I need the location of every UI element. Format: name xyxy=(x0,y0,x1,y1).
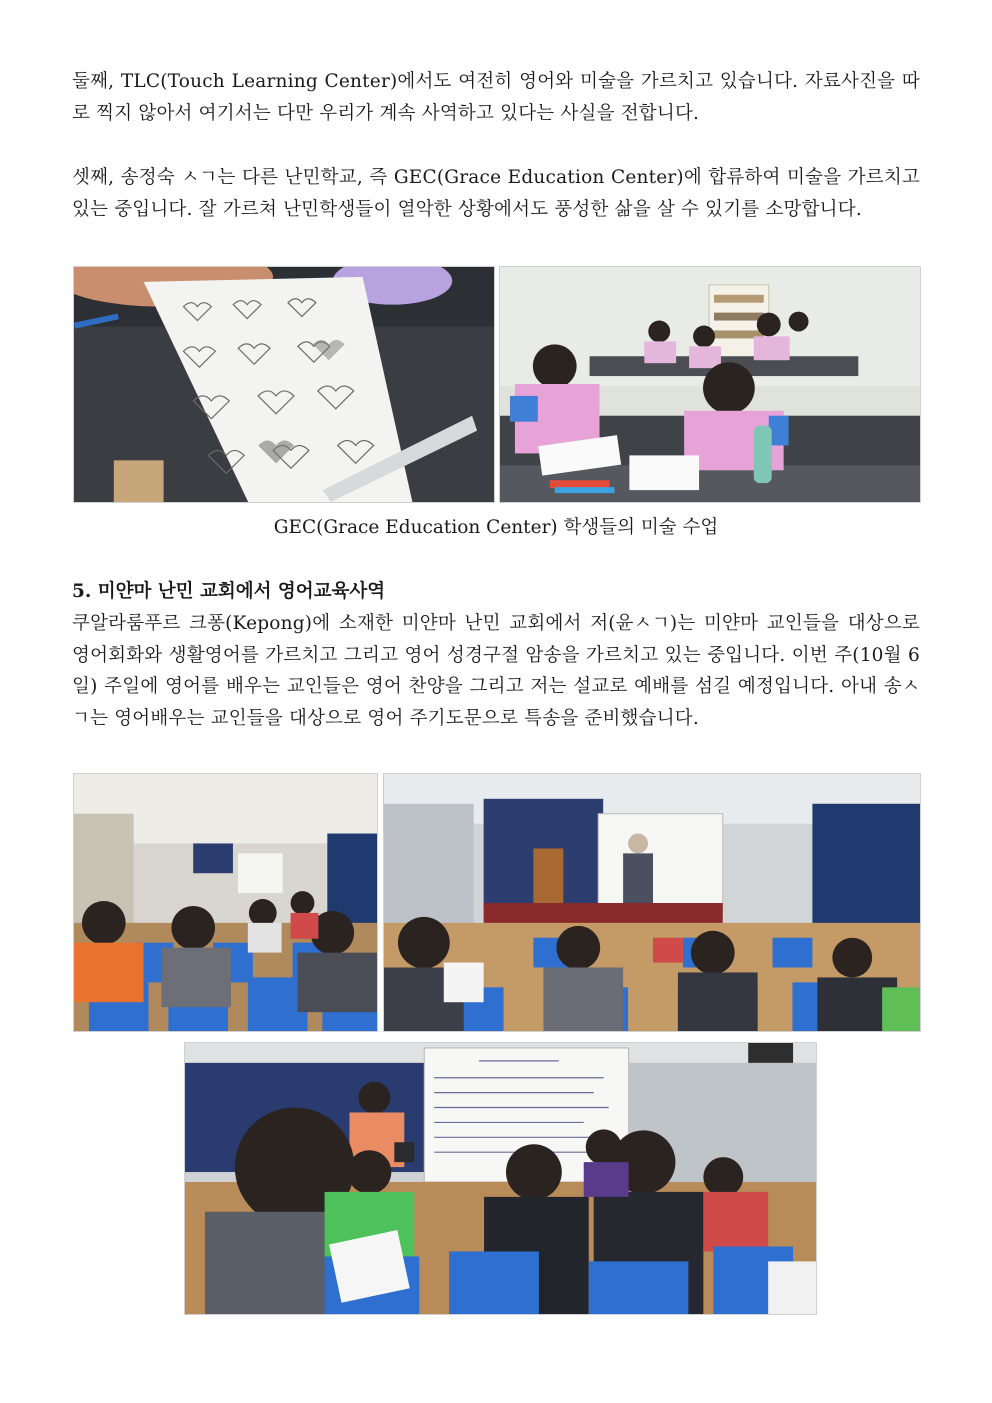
photo-church-class-right xyxy=(383,773,921,1032)
photo-caption: GEC(Grace Education Center) 학생들의 미술 수업 xyxy=(273,517,719,538)
photo-gec-classroom xyxy=(499,266,921,503)
photo-heart-worksheet xyxy=(73,266,495,503)
photo-lords-prayer-class xyxy=(184,1042,817,1315)
section-heading: 5. 미얀마 난민 교회에서 영어교육사역 xyxy=(72,581,386,602)
paragraph-tlc: 둘째, TLC(Touch Learning Center)에서도 여전히 영어와 미술을 가르치고 있습니다. 자료사진을 따로 찍지 않아서 여기서는 다만 우리가 계속 사역하고 있다는 사실을 전합니다. xyxy=(72,71,920,124)
paragraph-church-english: 쿠알라룸푸르 크퐁(Kepong)에 소재한 미얀마 난민 교회에서 저(윤ㅅㄱ)는 미얀마 교인들을 대상으로 영어회화와 생활영어를 가르치고 그리고 영어 성경구절 암송을 가르치고 있는 중입니다. 이번 주(10월 6일) 주일에 영어를 배우는 교인들은 영어 찬양을 그리고 저는 설교로 예배를 섬길 예정입니다. 아내 송ㅅㄱ는 영어배우는 교인들을 대상으로 영어 주기도문으로 특송을 준비했습니다. xyxy=(72,613,920,729)
paragraph-gec: 셋째, 송정숙 ㅅㄱ는 다른 난민학교, 즉 GEC(Grace Education Center)에 합류하여 미술을 가르치고 있는 중입니다. 잘 가르쳐 난민학생들이 열악한 상황에서도 풍성한 삶을 살 수 있기를 소망합니다. xyxy=(72,167,920,220)
photo-church-class-left xyxy=(73,773,378,1032)
